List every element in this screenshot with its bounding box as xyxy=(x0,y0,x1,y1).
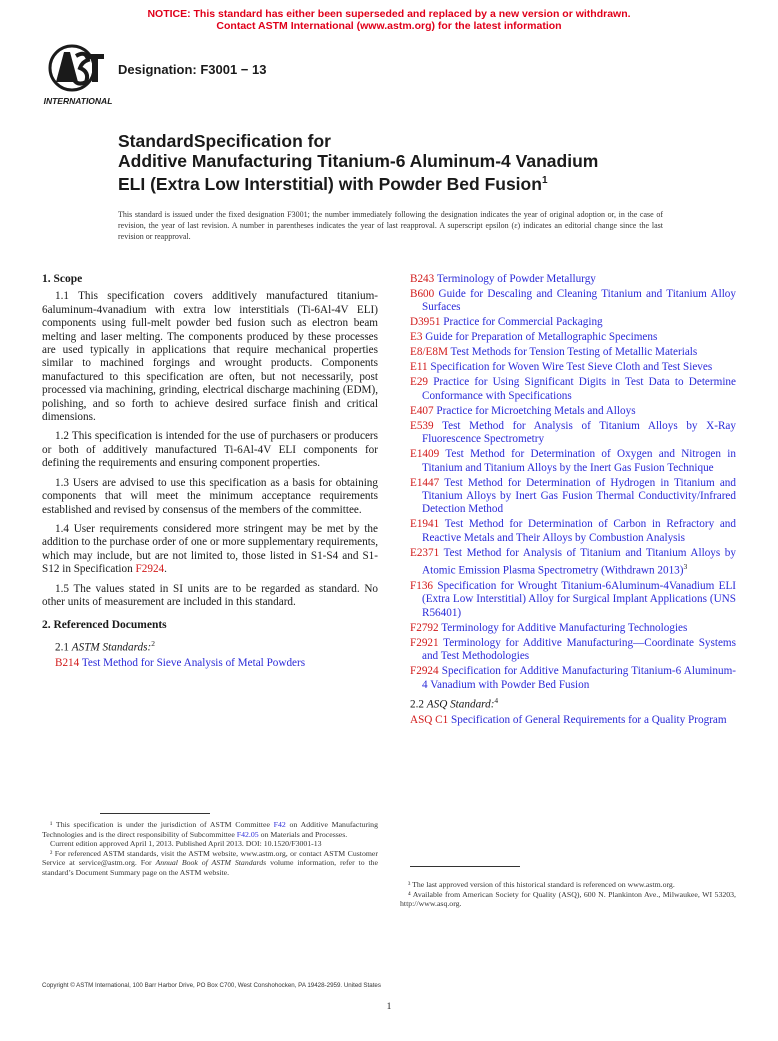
reference-title[interactable]: Guide for Preparation of Metallographic Specimens xyxy=(425,331,658,344)
reference-item[interactable] xyxy=(410,665,736,692)
intro-paragraph: This standard is issued under the fixed designation F3001; the number immediately following the designation indicates the year of original adoption or, in the case of revision, the year of last revision. A number in parentheses indicates the year of last reapproval. A superscript epsilon (ε) indicates an editorial change since the last revision or reapproval. xyxy=(118,210,663,241)
reference-item[interactable] xyxy=(410,331,736,344)
scope-1-3: 1.3 Users are advised to use this specification as a basis for obtaining components that will meet the minimum acceptance requirements established and revised by consensus of the members of the committee. xyxy=(42,476,378,516)
reference-footnote-mark: 3 xyxy=(683,562,688,572)
right-column xyxy=(410,273,736,729)
reference-title[interactable]: Test Method for Determination of Oxygen and Nitrogen in Titanium and Titanium Alloys by the Inert Gas Fusion Technique xyxy=(422,448,736,474)
sub-mark: 2 xyxy=(151,638,155,648)
reference-code[interactable]: F2924 xyxy=(410,665,439,678)
footnote-2-italic: Annual Book of ASTM Standards xyxy=(155,858,267,868)
reference-code[interactable]: E8/E8M xyxy=(410,346,448,359)
withdrawal-notice xyxy=(0,8,778,32)
footnote-divider-left xyxy=(100,813,210,814)
left-column xyxy=(42,273,378,672)
document-title xyxy=(118,131,678,194)
asq-sub-number: 2.2 xyxy=(410,698,427,711)
reference-title[interactable]: Specification for Woven Wire Test Sieve Cloth and Test Sieves xyxy=(430,361,713,374)
f2924-link[interactable]: F2924 xyxy=(135,563,165,576)
reference-code[interactable]: E2371 xyxy=(410,546,440,559)
reference-code[interactable]: F2792 xyxy=(410,621,439,634)
reference-item[interactable] xyxy=(410,518,736,545)
reference-title[interactable]: Test Method for Sieve Analysis of Metal Powders xyxy=(81,656,306,669)
reference-item[interactable] xyxy=(410,346,736,359)
reference-item[interactable] xyxy=(410,405,736,418)
reference-item[interactable] xyxy=(410,420,736,447)
reference-code[interactable]: F2921 xyxy=(410,636,439,649)
reference-title[interactable]: Practice for Commercial Packaging xyxy=(443,316,603,329)
reference-code[interactable]: B243 xyxy=(410,273,435,285)
footnotes-right xyxy=(400,880,736,909)
footnote-1-end: on Materials and Processes. xyxy=(258,829,348,839)
reference-code[interactable]: D3951 xyxy=(410,316,441,329)
footnote-3: ³ The last approved version of this historical standard is referenced on www.astm.org. xyxy=(408,880,675,889)
designation: Designation: F3001 − 13 xyxy=(118,62,267,77)
reference-code[interactable]: E1447 xyxy=(410,476,440,489)
footnote-1 xyxy=(42,820,378,839)
reference-code[interactable]: ASQ C1 xyxy=(410,713,449,726)
reference-title[interactable]: Terminology of Powder Metallurgy xyxy=(436,273,596,285)
reference-list xyxy=(410,273,736,692)
reference-item[interactable] xyxy=(410,376,736,403)
reference-title[interactable]: Specification of General Requirements for a Quality Program xyxy=(451,713,727,726)
footnote-1b: Current edition approved April 1, 2013. Published April 2013. DOI: 10.1520/F3001-13 xyxy=(50,839,322,849)
reference-item[interactable] xyxy=(410,316,736,329)
notice-line-1: NOTICE: This standard has either been superseded and replaced by a new version or withdrawn. xyxy=(147,8,631,20)
reference-title[interactable]: Guide for Descaling and Cleaning Titanium and Titanium Alloy Surfaces xyxy=(422,288,736,314)
logo-text: INTERNATIONAL xyxy=(43,96,113,106)
reference-code[interactable]: B214 xyxy=(55,656,80,669)
reference-title[interactable]: Test Method for Analysis of Titanium and Titanium Alloys by Atomic Emission Plasma Spectrometry (Withdrawn 2013) xyxy=(422,546,736,577)
reference-title[interactable]: Test Method for Analysis of Titanium Alloys by X-Ray Fluorescence Spectrometry xyxy=(422,419,736,446)
title-line-1: StandardSpecification for xyxy=(118,131,331,151)
reference-item[interactable] xyxy=(410,361,736,374)
reference-code[interactable]: E1409 xyxy=(410,448,440,461)
asq-sub-italic: ASQ Standard: xyxy=(426,698,495,711)
reference-title[interactable]: Test Methods for Tension Testing of Metallic Materials xyxy=(450,346,698,359)
footnote-1-mid: on Additive Manufacturing Technologies and is the direct responsibility of Subcommittee xyxy=(42,820,378,839)
scope-heading: 1. Scope xyxy=(42,273,83,285)
scope-1-4-text: 1.4 User requirements considered more stringent may be met by the addition to the purchase order of one or more supplementary requirements, which may include, but are not limited to, those listed in S1-S4 and S1-S12 in Specification xyxy=(42,522,378,576)
reference-code[interactable]: E29 xyxy=(410,376,429,389)
page-number: 1 xyxy=(386,1002,392,1012)
reference-asq-c1[interactable] xyxy=(410,714,736,727)
sub-number: 2.1 xyxy=(55,641,72,654)
title-footnote-mark: 1 xyxy=(541,175,548,186)
scope-1-1: 1.1 This specification covers additively manufactured titanium-6aluminum-4vanadium with extra low interstitials (Ti-6Al-4V ELI) components using full-melt powder bed fusion such as electron beam melting and laser melting. The components produced by these processes are used typically in applications that require mechanical properties similar to machined forgings and wrought products. Components manufactured to this specification are often, but not necessarily, post processed via machining, grinding, electrical discharge machining (EDM), polishing, and so forth to achieve desired surface finish and critical dimensions. xyxy=(42,290,378,424)
astm-international-logo-icon xyxy=(42,42,114,108)
reference-title[interactable]: Practice for Microetching Metals and Alloys xyxy=(436,404,636,417)
reference-title[interactable]: Test Method for Determination of Hydrogen in Titanium and Titanium Alloys by Inert Gas Fusion Thermal Conductivity/Infrared Detection Method xyxy=(422,476,736,516)
reference-title[interactable]: Practice for Using Significant Digits in Test Data to Determine Conformance with Specifications xyxy=(422,376,736,402)
reference-item[interactable] xyxy=(410,288,736,315)
f42-05-link[interactable]: F42.05 xyxy=(236,829,259,839)
astm-logo xyxy=(42,42,114,108)
f42-link[interactable]: F42 xyxy=(273,820,286,829)
refdocs-heading: 2. Referenced Documents xyxy=(42,619,167,632)
reference-item[interactable] xyxy=(410,547,736,579)
reference-code[interactable]: F136 xyxy=(410,579,434,592)
asq-standard-subheading xyxy=(410,694,736,712)
reference-b214[interactable] xyxy=(42,657,378,670)
asq-sub-mark: 4 xyxy=(494,695,499,705)
scope-1-5: 1.5 The values stated in SI units are to be regarded as standard. No other units of measurement are included in this standard. xyxy=(42,582,378,608)
title-line-2: Additive Manufacturing Titanium-6 Aluminum-4 Vanadium xyxy=(118,151,599,171)
reference-title[interactable]: Terminology for Additive Manufacturing—Coordinate Systems and Test Methodologies xyxy=(422,636,736,663)
reference-item[interactable] xyxy=(410,580,736,620)
reference-code[interactable]: E11 xyxy=(410,361,428,374)
reference-item[interactable] xyxy=(410,622,736,635)
footnote-4: ⁴ Available from American Society for Quality (ASQ), 600 N. Plankinton Ave., Milwaukee, WI 53203, http://www.asq.org. xyxy=(400,889,736,909)
footnote-1-pre: ¹ This specification is under the jurisdiction of ASTM Committee xyxy=(50,820,274,829)
reference-title[interactable]: Test Method for Determination of Carbon in Refractory and Reactive Metals and Their Alloys by Combustion Analysis xyxy=(422,518,736,544)
scope-1-4-end: . xyxy=(164,563,167,576)
title-line-3-wrap xyxy=(118,171,678,194)
reference-item[interactable] xyxy=(410,448,736,475)
reference-code[interactable]: E539 xyxy=(410,419,434,432)
title-line-3: ELI (Extra Low Interstitial) with Powder Bed Fusion xyxy=(118,173,542,194)
reference-code[interactable]: E1941 xyxy=(410,518,440,531)
footnote-2 xyxy=(42,849,378,878)
reference-code[interactable]: B600 xyxy=(410,288,435,300)
sub-italic: ASTM Standards: xyxy=(71,641,152,654)
copyright-line: Copyright © ASTM International, 100 Barr Harbor Drive, PO Box C700, West Conshohocken, PA 19428-2959. United States xyxy=(42,982,381,989)
reference-item[interactable] xyxy=(410,477,736,517)
scope-1-2: 1.2 This specification is intended for the use of purchasers or producers or both of additively manufactured Ti-6Al-4V ELI components for defining the requirements and ensuring component properties. xyxy=(42,430,378,470)
footnote-divider-right xyxy=(410,866,520,867)
astm-standards-subheading xyxy=(42,637,378,655)
footnote-2-end: volume information, refer to the standard’s Document Summary page on the ASTM website. xyxy=(42,858,378,877)
reference-title[interactable]: Terminology for Additive Manufacturing Technologies xyxy=(441,621,688,634)
reference-item[interactable] xyxy=(410,637,736,664)
reference-item[interactable] xyxy=(410,273,736,286)
scope-1-4 xyxy=(42,523,378,577)
reference-code[interactable]: E3 xyxy=(410,331,423,344)
footnote-2-pre: ² For referenced ASTM standards, visit the ASTM website, www.astm.org, or contact ASTM Customer Service at service@astm.org. For xyxy=(42,848,378,868)
footnotes-left xyxy=(42,820,378,878)
reference-code[interactable]: E407 xyxy=(410,404,434,417)
reference-title[interactable]: Specification for Additive Manufacturing Titanium-6 Aluminum-4 Vanadium with Powder Bed Fusion xyxy=(422,665,736,691)
notice-line-2: Contact ASTM International (www.astm.org) for the latest information xyxy=(216,20,562,32)
reference-title[interactable]: Specification for Wrought Titanium-6Aluminum-4Vanadium ELI (Extra Low Interstitial) Alloy for Surgical Implant Applications (UNS R56401) xyxy=(422,579,737,619)
